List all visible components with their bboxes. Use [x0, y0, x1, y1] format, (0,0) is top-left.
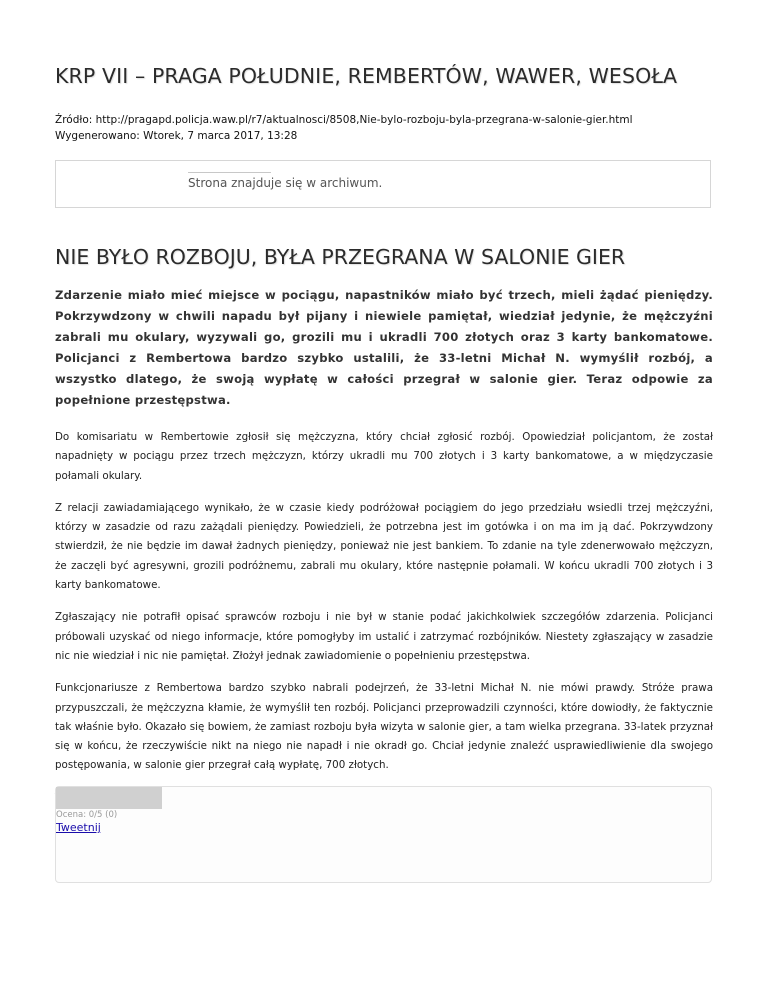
- article-paragraph: Zgłaszający nie potrafił opisać sprawców rozboju i nie był w stanie podać jakichkolwiek szczegółów zdarzenia. Policjanci próbowali uzyskać od niego informacje, które pomogłyby im ustalić i zatrzymać rozbójników. Niestety zgłaszający w zasadzie nic nie wiedział i nic nie pamiętał. Złożył jednak zawiadomienie o popełnieniu przestępstwa.: [55, 611, 713, 662]
- source-url: Źródło: http://pragapd.policja.waw.pl/r7/aktualnosci/8508,Nie-bylo-rozboju-byla-przegrana-w-salonie-gier.html: [55, 114, 633, 126]
- site-title: KRP VII – PRAGA POŁUDNIE, REMBERTÓW, WAWER, WESOŁA: [55, 64, 678, 88]
- rating-box: [55, 786, 712, 883]
- article-paragraph: Do komisariatu w Rembertowie zgłosił się mężczyzna, który chciał zgłosić rozbój. Opowiedział policjantom, że został napadnięty w pociągu przez trzech mężczyzn, którzy ukradli mu 700 złotych i 3 karty bankomatowe, a w międzyczasie połamali okulary.: [55, 431, 713, 482]
- article-paragraph: Z relacji zawiadamiającego wynikało, że w czasie kiedy podróżował pociągiem do jego przedziału wsiedli trzej mężczyźni, którzy w zasadzie od razu zażądali pieniędzy. Powiedzieli, że potrzebna jest im gotówka i on ma im ją dać. Pokrzywdzony stwierdził, że nie będzie im dawał żadnych pieniędzy, ponieważ nie jest bankiem. To zdanie na tyle zdenerwowało mężczyzn, że zaczęli być agresywni, grozili podróżnemu, zabrali mu okulary, które następnie połamali. W końcu ukradli 700 złotych i 3 karty bankomatowe.: [55, 501, 713, 592]
- tweet-link[interactable]: Tweetnij: [56, 821, 101, 834]
- rating-label: Ocena: 0/5 (0): [56, 810, 118, 820]
- article-paragraph: Funkcjonariusze z Rembertowa bardzo szybko nabrali podejrzeń, że 33-letni Michał N. nie mówi prawdy. Stróże prawa przypuszczali, że mężczyzna kłamie, że wymyślił ten rozbój. Policjanci przeprowadzili czynności, które dowiodły, że faktycznie tak właśnie było. Okazało się bowiem, że zamiast rozboju była wizyta w salonie gier, a tam wielka przegrana. 33-latek przyznał się w końcu, że rzeczywiście nikt na niego nie napadł i nie okradł go. Chciał jedynie znaleźć usprawiedliwienie dla swojego postępowania, w salonie gier przegrał całą wypłatę, 700 złotych.: [55, 682, 713, 772]
- archive-notice-box: [55, 160, 711, 208]
- article-title: NIE BYŁO ROZBOJU, BYŁA PRZEGRANA W SALONIE GIER: [55, 245, 626, 269]
- rating-bar[interactable]: [56, 787, 162, 809]
- source-meta: [55, 112, 633, 144]
- generated-date: Wygenerowano: Wtorek, 7 marca 2017, 13:28: [55, 130, 298, 142]
- article-body: [55, 285, 713, 821]
- article-lead: Zdarzenie miało mieć miejsce w pociągu, napastników miało być trzech, mieli żądać pieniędzy. Pokrzywdzony w chwili napadu był pijany i niewiele pamiętał, wiedział jedynie, że mężczyźni zabrali mu okulary, wyzywali go, grozili mu i ukradli 700 złotych oraz 3 karty bankomatowe. Policjanci z Rembertowa bardzo szybko ustalili, że 33-letni Michał N. wymyślił rozbój, a wszystko dlatego, że swoją wypłatę w całości przegrał w salonie gier. Teraz odpowie za popełnione przestępstwa.: [55, 288, 713, 407]
- archive-divider: [188, 172, 271, 173]
- archive-notice: Strona znajduje się w archiwum.: [188, 176, 383, 190]
